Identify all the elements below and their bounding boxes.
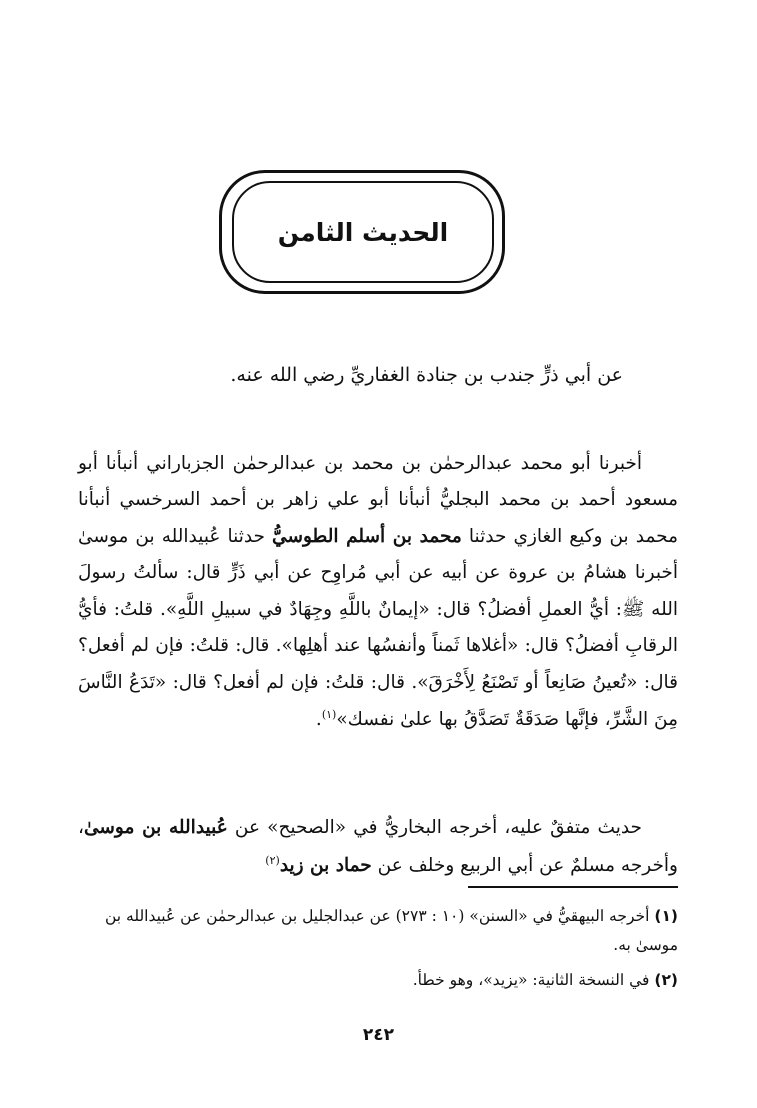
- footnote-1-text: أخرجه البيهقيُّ في «السنن» (١٠ : ٢٧٣) عن عبدالجليل بن عبدالرحمٰن عن عُبيدالله بن موسىٰ به.: [104, 907, 678, 954]
- footnote-1: [78, 902, 678, 960]
- title-frame: [219, 170, 505, 294]
- footnote-2-text: في النسخة الثانية: «يزيد»، وهو خطأ.: [412, 971, 650, 989]
- footnote-ref-1: (١): [321, 707, 337, 721]
- chain-end: .: [315, 708, 322, 730]
- narrator-line: عن أبي ذرٍّ جندب بن جنادة الغفاريِّ رضي الله عنه.: [230, 364, 623, 386]
- footnote-2: [78, 966, 678, 995]
- takhrij-paragraph: [78, 809, 678, 885]
- comment-text-2: ، وأخرجه مسلمٌ عن أبي الربيع وخلف عن: [78, 816, 678, 876]
- comment-text-1: حديث متفقٌ عليه، أخرجه البخاريُّ في «الصحيح» عن: [234, 816, 642, 838]
- page-number: ٢٤٢: [362, 1025, 395, 1045]
- hadith-title: الحديث الثامن: [277, 217, 449, 247]
- footnote-1-number: (١): [654, 907, 678, 925]
- chain-text-2: حدثنا عُبيدالله بن موسىٰ أخبرنا هشامُ بن عروة عن أبيه عن أبي مُراوِح عن أبي ذَرٍّ قال: سألتُ رسولَ الله ﷺ: أيُّ العملِ أفضلُ؟ قال: «إيمانٌ باللَّهِ وجِهَادٌ في سبيلِ اللَّهِ». قلتُ: فأيُّ الرقابِ أفضلُ؟ قال: «أغلاها ثَمناً وأنفسُها عند أهلِها». قال: قلتُ: فإن لم أفعل؟ قال: «تُعينُ صَانِعاً أو تَصْنَعُ لِأَخْرَقَ». قال: قلتُ: فإن لم أفعل؟ قال: «تَدَعُ النَّاسَ مِنَ الشَّرِّ، فإنَّها صَدَقَةٌ تَصَدَّقُ بها علىٰ نفسك»: [78, 525, 678, 730]
- chain-text-1: أخبرنا أبو محمد عبدالرحمٰن بن محمد بن عبدالرحمٰن الجزباراني أنبأنا أبو مسعود أحمد بن محمد البجليُّ أنبأنا أبو علي زاهر بن أحمد السرخسي أنبأنا محمد بن وكيع الغازي حدثنا: [78, 452, 678, 547]
- hadith-chain-and-text: [78, 446, 678, 739]
- title-frame-inner: [232, 181, 494, 283]
- comment-bold-1: عُبيدالله بن موسىٰ: [83, 816, 228, 838]
- chain-bold-name: محمد بن أسلم الطوسيُّ: [272, 525, 462, 547]
- footnote-ref-2: (٢): [265, 853, 280, 867]
- footnote-2-number: (٢): [654, 971, 678, 989]
- footnote-divider: [468, 886, 678, 888]
- comment-bold-2: حماد بن زيد: [279, 854, 372, 876]
